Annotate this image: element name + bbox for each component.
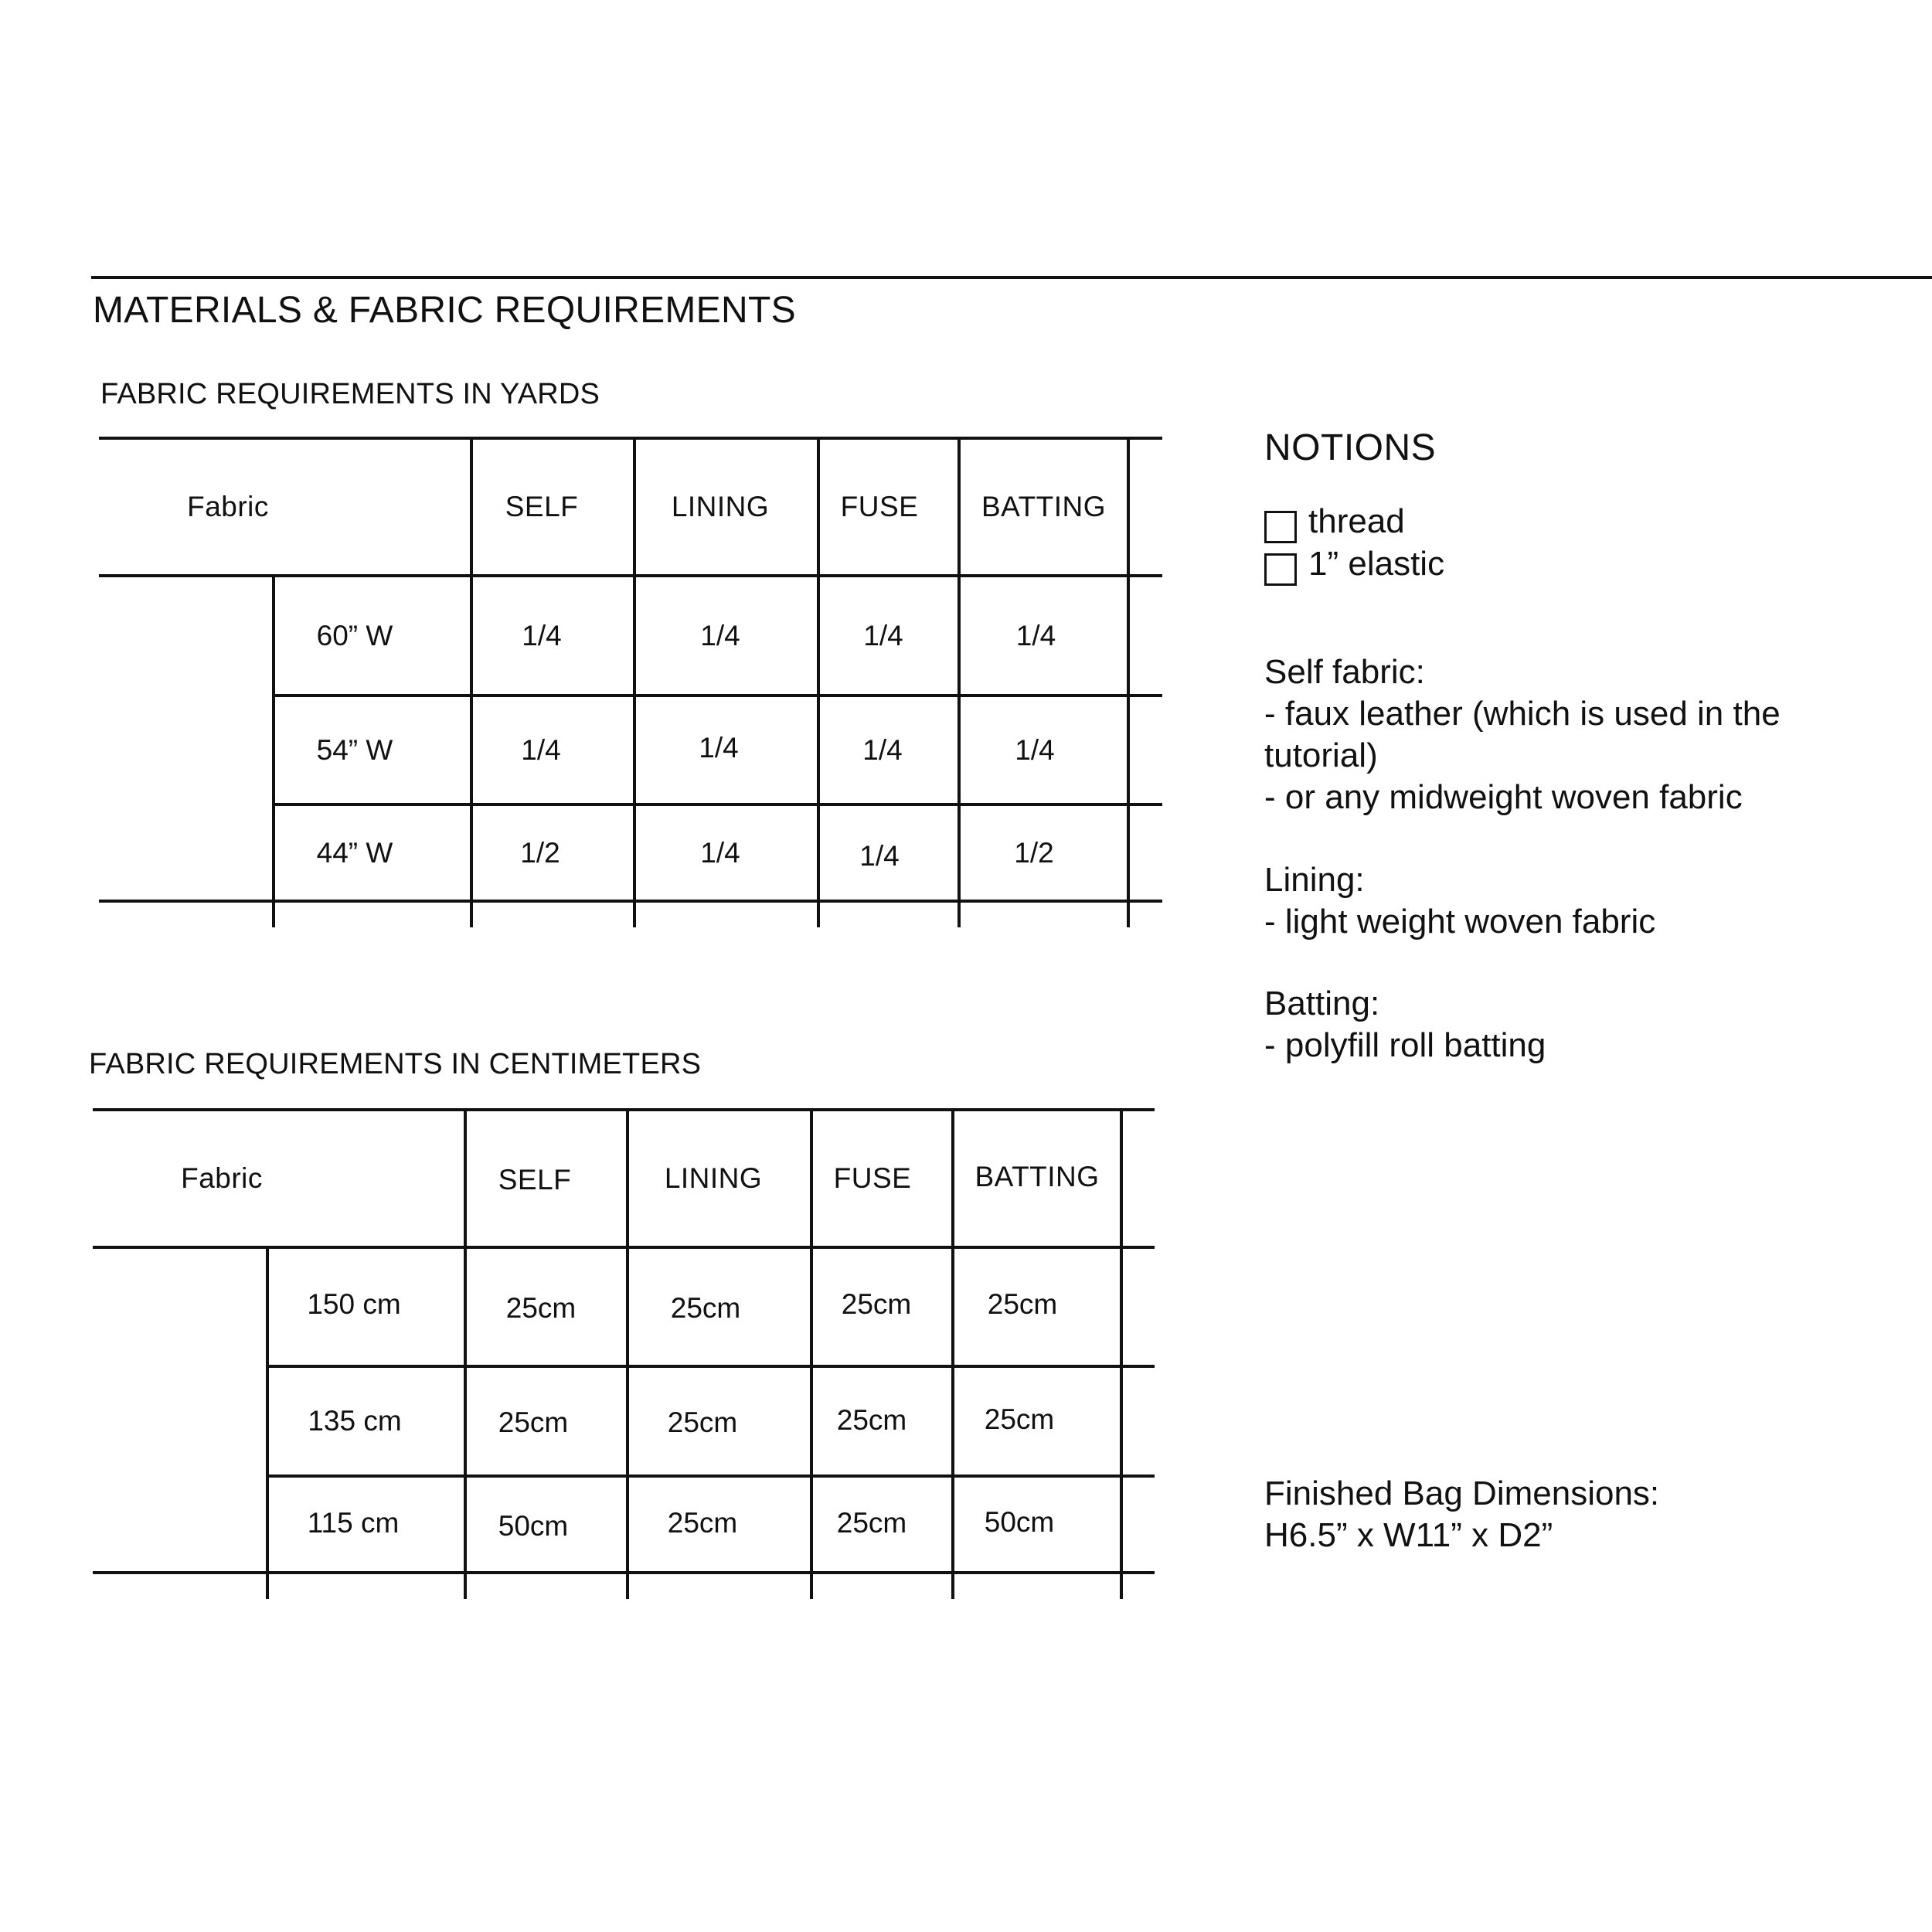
yards-row-width: 60” W <box>316 619 393 651</box>
self-fabric-line: tutorial) <box>1264 736 1378 774</box>
cm-table-title: FABRIC REQUIREMENTS IN CENTIMETERS <box>89 1048 702 1080</box>
cm-cell-lining: 25cm <box>667 1507 738 1539</box>
cm-cell-self: 25cm <box>498 1406 569 1438</box>
yards-cell-fuse: 1/4 <box>862 733 903 766</box>
yards-cell-self: 1/2 <box>520 836 560 869</box>
cm-cell-fuse: 25cm <box>841 1288 912 1320</box>
yards-cell-batting: 1/4 <box>1015 619 1056 651</box>
cm-header-fabric: Fabric <box>181 1162 263 1194</box>
lining-heading: Lining: <box>1264 861 1365 899</box>
cm-header-fuse: FUSE <box>833 1162 912 1194</box>
lining-line: - light weight woven fabric <box>1264 903 1656 940</box>
yards-header-self: SELF <box>505 491 579 522</box>
yards-header-batting: BATTING <box>981 491 1107 522</box>
page-title: MATERIALS & FABRIC REQUIREMENTS <box>93 290 796 331</box>
cm-cell-batting: 50cm <box>984 1506 1055 1538</box>
elastic-checkbox[interactable] <box>1264 553 1297 586</box>
yards-row-width: 44” W <box>316 836 393 869</box>
batting-line: - polyfill roll batting <box>1264 1026 1546 1064</box>
yards-header-lining: LINING <box>671 491 770 522</box>
notions-title: NOTIONS <box>1264 427 1437 468</box>
yards-cell-lining: 1/4 <box>700 836 740 869</box>
yards-cell-self: 1/4 <box>521 733 561 766</box>
self-fabric-line: - or any midweight woven fabric <box>1264 778 1743 816</box>
cm-cell-self: 50cm <box>498 1510 569 1542</box>
self-fabric-block <box>1264 651 1781 818</box>
batting-heading: Batting: <box>1264 985 1380 1022</box>
self-fabric-heading: Self fabric: <box>1264 653 1425 691</box>
cm-row-width: 150 cm <box>307 1288 401 1320</box>
cm-cell-batting: 25cm <box>987 1288 1058 1320</box>
lining-block <box>1264 859 1655 943</box>
yards-cell-lining: 1/4 <box>699 732 739 764</box>
yards-header-fuse: FUSE <box>840 491 919 522</box>
elastic-label: 1” elastic <box>1308 545 1445 583</box>
yards-row-width: 54” W <box>316 733 393 766</box>
dimensions-block <box>1264 1473 1659 1556</box>
yards-table-title: FABRIC REQUIREMENTS IN YARDS <box>100 378 600 410</box>
cm-cell-batting: 25cm <box>984 1403 1055 1435</box>
thread-label: thread <box>1308 502 1405 540</box>
cm-cell-fuse: 25cm <box>836 1507 907 1539</box>
thread-checkbox[interactable] <box>1264 511 1297 543</box>
cm-cell-lining: 25cm <box>667 1406 738 1438</box>
self-fabric-line: - faux leather (which is used in the <box>1264 695 1781 733</box>
yards-cell-lining: 1/4 <box>700 619 740 651</box>
batting-block <box>1264 983 1546 1066</box>
yards-cell-fuse: 1/4 <box>863 619 903 651</box>
cm-cell-fuse: 25cm <box>836 1404 907 1436</box>
cm-header-lining: LINING <box>664 1162 763 1194</box>
yards-header-fabric: Fabric <box>187 491 269 522</box>
cm-header-batting: BATTING <box>975 1161 1100 1192</box>
cm-cell-lining: 25cm <box>670 1292 741 1324</box>
cm-row-width: 115 cm <box>307 1507 400 1539</box>
yards-cell-batting: 1/4 <box>1015 733 1055 766</box>
yards-cell-batting: 1/2 <box>1014 836 1054 869</box>
yards-cell-self: 1/4 <box>522 619 562 651</box>
cm-header-self: SELF <box>498 1164 572 1196</box>
dimensions-value: H6.5” x W11” x D2” <box>1264 1516 1553 1554</box>
yards-cell-fuse: 1/4 <box>859 839 900 872</box>
dimensions-heading: Finished Bag Dimensions: <box>1264 1475 1660 1512</box>
cm-cell-self: 25cm <box>505 1292 577 1324</box>
cm-row-width: 135 cm <box>308 1405 402 1437</box>
